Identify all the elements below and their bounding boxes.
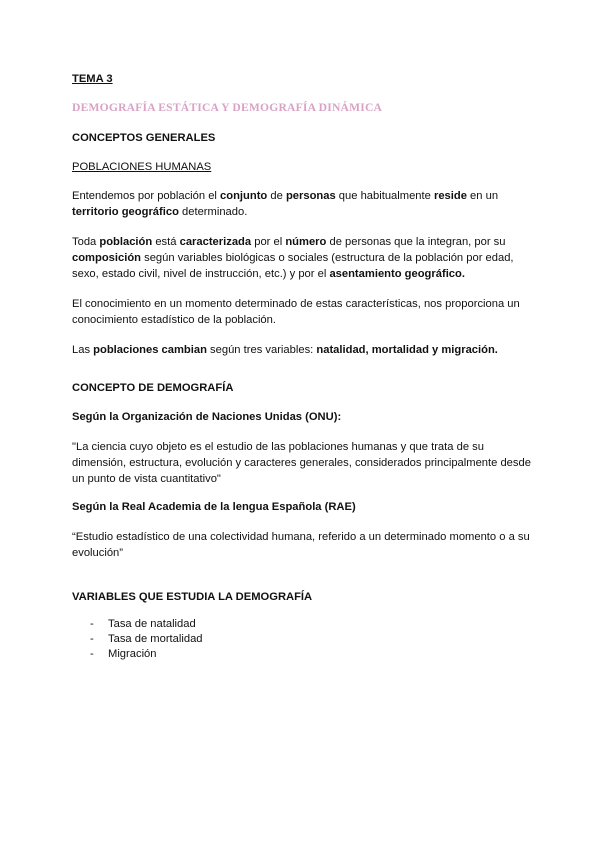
dash-bullet: - [90, 618, 94, 630]
rae-heading: Según la Real Academia de la lengua Española (RAE) [72, 501, 356, 513]
section-heading-demografia: CONCEPTO DE DEMOGRAFÍA [72, 382, 234, 394]
onu-heading: Según la Organización de Naciones Unidas (ONU): [72, 411, 342, 423]
rae-quote: “Estudio estadístico de una colectividad humana, referido a un determinado momento o a su evolución” [72, 531, 530, 559]
subheading-poblaciones: POBLACIONES HUMANAS [72, 161, 212, 173]
variables-list [72, 617, 540, 662]
section-heading-conceptos: CONCEPTOS GENERALES [72, 132, 216, 144]
tema-label: TEMA 3 [72, 73, 113, 85]
paragraph-definicion-poblacion: Entendemos por población el conjunto de personas que habitualmente reside en un territorio geográfico determinado. [72, 190, 499, 218]
onu-quote: "La ciencia cuyo objeto es el estudio de las poblaciones humanas y que trata de su dimensión, estructura, evolución y caracteres generales, considerados principalmente desde un punto de vista cuantitativo" [72, 441, 531, 485]
section-heading-variables: VARIABLES QUE ESTUDIA LA DEMOGRAFÍA [72, 591, 313, 603]
paragraph-conocimiento: El conocimiento en un momento determinado de estas características, nos proporciona un conocimiento estadístico de la población. [72, 298, 520, 326]
list-item: - Migración [90, 648, 157, 660]
document-title: DEMOGRAFÍA ESTÁTICA Y DEMOGRAFÍA DINÁMICA [72, 101, 383, 114]
list-item: - Tasa de natalidad [90, 618, 196, 630]
dash-bullet: - [90, 648, 94, 660]
paragraph-variables: Las poblaciones cambian según tres variables: natalidad, mortalidad y migración. [72, 344, 498, 356]
list-item: - Tasa de mortalidad [90, 633, 203, 645]
dash-bullet: - [90, 633, 94, 645]
paragraph-caracterizacion: Toda población está caracterizada por el número de personas que la integran, por su composición según variables biológicas o sociales (estructura de la población por edad, sexo, estado civil, nivel de instrucción, etc.) y por el asentamiento geográfico. [72, 236, 514, 280]
